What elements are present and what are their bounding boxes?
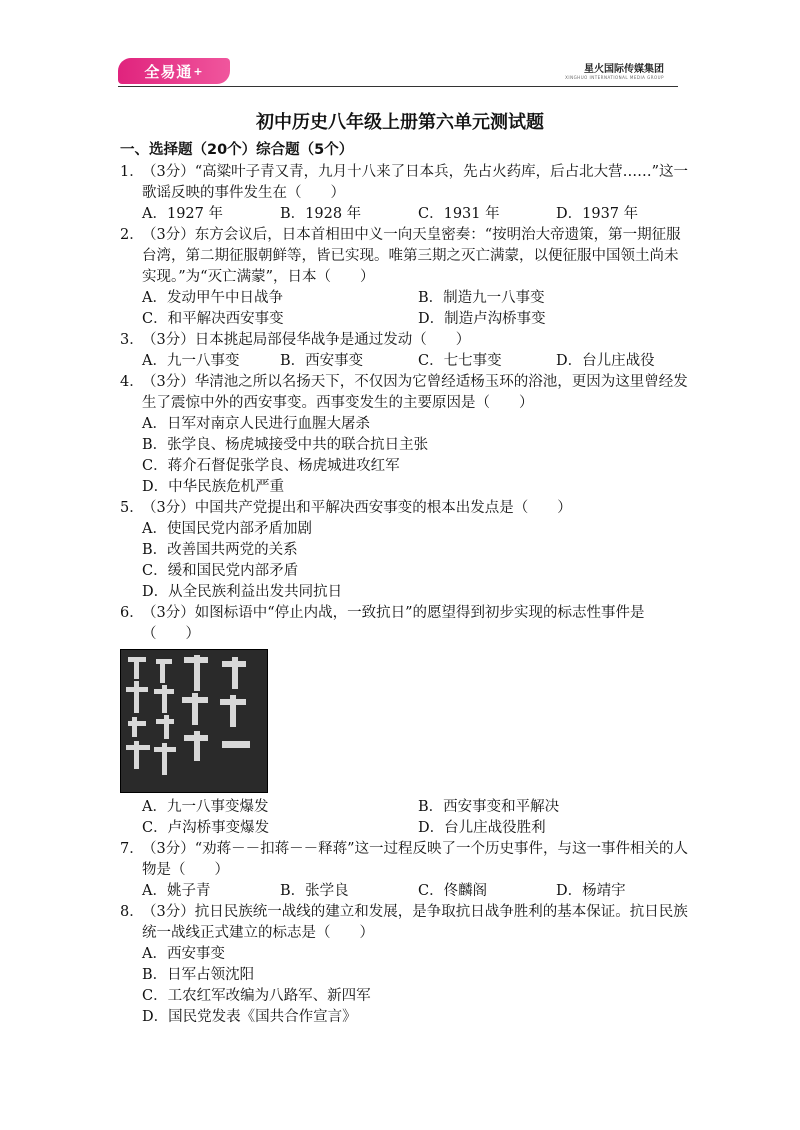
question-number: 5．	[120, 500, 144, 516]
logo-plus: +	[193, 64, 204, 78]
option-d[interactable]: D．台儿庄战役胜利	[418, 820, 546, 836]
question-number: 2．	[120, 227, 144, 243]
question-text: （3分）“劝蒋－－扣蒋－－释蒋”这一过程反映了一个历史事件，与这一事件相关的人物是（ ）	[142, 841, 689, 878]
option-d[interactable]: D．杨靖宇	[556, 883, 626, 899]
option-c[interactable]: C．佟麟阁	[418, 883, 488, 899]
question-text: （3分）中国共产党提出和平解决西安事变的根本出发点是（ ）	[142, 500, 572, 516]
page-header	[118, 56, 678, 86]
brand-logo	[118, 58, 230, 84]
section-heading: 一、选择题（20个）综合题（5个）	[120, 142, 354, 158]
option-b[interactable]: B．制造九一八事变	[418, 290, 545, 306]
option-c[interactable]: C．工农红军改编为八路军、新四军	[142, 988, 371, 1004]
option-b[interactable]: B．1928 年	[280, 206, 362, 222]
slogan-calligraphy-image	[121, 650, 267, 792]
option-d[interactable]: D．中华民族危机严重	[142, 479, 285, 495]
question-text: （3分）“高粱叶子青又青，九月十八来了日本兵，先占火药库，后占北大营……”这一歌谣反映的事件发生在（ ）	[142, 164, 689, 201]
option-d[interactable]: D．台儿庄战役	[556, 353, 655, 369]
company-name-cn: 星火国际传媒集团	[584, 64, 664, 75]
option-d[interactable]: D．1937 年	[556, 206, 639, 222]
question-number: 3．	[120, 332, 144, 348]
option-c[interactable]: C．七七事变	[418, 353, 502, 369]
question-3	[120, 330, 690, 372]
option-a[interactable]: A．使国民党内部矛盾加剧	[142, 521, 312, 537]
company-name-en: XINGHUO INTERNATIONAL MEDIA GROUP	[565, 75, 664, 80]
company-name	[565, 60, 664, 80]
logo-text: 全易通	[144, 62, 193, 81]
option-d[interactable]: D．制造卢沟桥事变	[418, 311, 546, 327]
question-text: （3分）抗日民族统一战线的建立和发展，是争取抗日战争胜利的基本保证。抗日民族统一战线正式建立的标志是（ ）	[142, 904, 688, 941]
option-d[interactable]: D．国民党发表《国共合作宣言》	[142, 1009, 357, 1025]
question-4	[120, 372, 690, 498]
question-number: 8．	[120, 904, 144, 920]
question-number: 1．	[120, 164, 144, 180]
option-b[interactable]: B．日军占领沈阳	[142, 967, 255, 983]
question-5	[120, 498, 690, 603]
option-b[interactable]: B．改善国共两党的关系	[142, 542, 298, 558]
option-c[interactable]: C．缓和国民党内部矛盾	[142, 563, 299, 579]
question-number: 4．	[120, 374, 144, 390]
option-c[interactable]: C．和平解决西安事变	[142, 311, 284, 327]
option-b[interactable]: B．张学良、杨虎城接受中共的联合抗日主张	[142, 437, 429, 453]
option-a[interactable]: A．发动甲午中日战争	[142, 290, 283, 306]
option-c[interactable]: C．卢沟桥事变爆发	[142, 820, 270, 836]
question-text: （3分）东方会议后，日本首相田中义一向天皇密奏：“按明治大帝遗策，第一期征服台湾，第二期征服朝鲜等，皆已实现。唯第三期之灭亡满蒙，以便征服中国领土尚未实现。”为“灭亡满蒙”，日本（ ）	[142, 227, 681, 285]
option-c[interactable]: C．蒋介石督促张学良、杨虎城进攻红军	[142, 458, 400, 474]
option-b[interactable]: B．西安事变和平解决	[418, 799, 560, 815]
option-b[interactable]: B．西安事变	[280, 353, 364, 369]
question-text: （3分）日本挑起局部侵华战争是通过发动（ ）	[142, 332, 471, 348]
header-divider	[118, 86, 678, 87]
question-2	[120, 225, 690, 330]
question-1	[120, 162, 690, 225]
slogan-photo	[120, 649, 268, 793]
question-number: 7．	[120, 841, 144, 857]
question-list	[120, 140, 690, 1028]
question-text: （3分）如图标语中“停止内战，一致抗日”的愿望得到初步实现的标志性事件是（ ）	[142, 605, 645, 642]
option-a[interactable]: A．九一八事变	[142, 353, 240, 369]
option-b[interactable]: B．张学良	[280, 883, 349, 899]
option-a[interactable]: A．1927 年	[142, 206, 223, 222]
option-a[interactable]: A．日军对南京人民进行血腥大屠杀	[142, 416, 370, 432]
page-title: 初中历史八年级上册第六单元测试题	[256, 112, 544, 133]
option-a[interactable]: A．姚子青	[142, 883, 211, 899]
option-c[interactable]: C．1931 年	[418, 206, 500, 222]
question-text: （3分）华清池之所以名扬天下，不仅因为它曾经适杨玉环的浴池，更因为这里曾经发生了震惊中外的西安事变。西事变发生的主要原因是（ ）	[142, 374, 688, 411]
option-a[interactable]: A．西安事变	[142, 946, 225, 962]
question-number: 6．	[120, 605, 144, 621]
question-8	[120, 902, 690, 1028]
option-a[interactable]: A．九一八事变爆发	[142, 799, 269, 815]
option-d[interactable]: D．从全民族利益出发共同抗日	[142, 584, 343, 600]
question-7	[120, 839, 690, 902]
question-6	[120, 603, 690, 839]
